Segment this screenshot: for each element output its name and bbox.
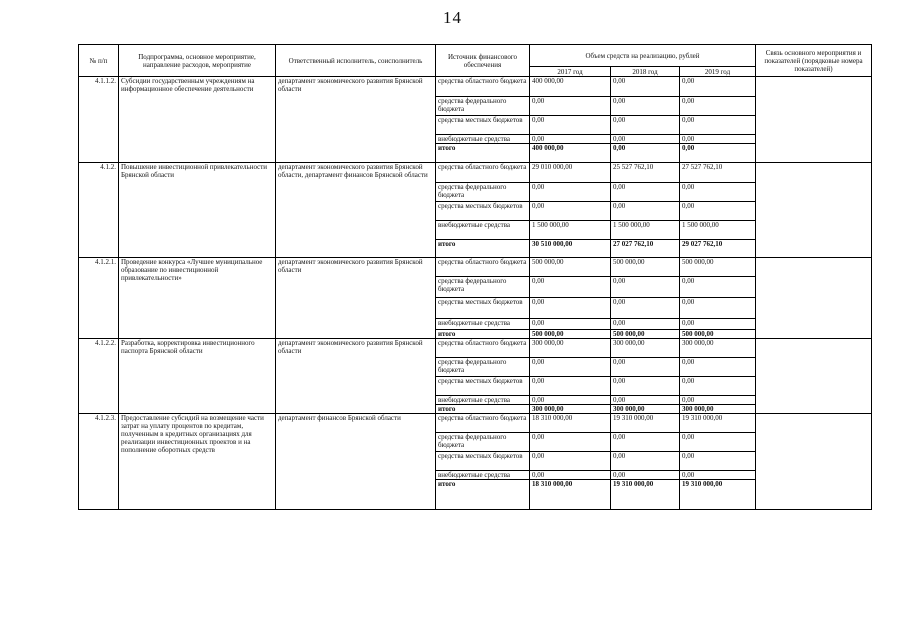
funding-source: средства федерального бюджета — [436, 358, 530, 377]
amount-cell: 0,00 — [611, 452, 680, 471]
amount-cell: 400 000,00 — [530, 144, 611, 163]
amount-cell: 0,00 — [611, 202, 680, 221]
indicator-link-cell — [756, 258, 872, 339]
amount-cell: 19 310 000,00 — [680, 480, 756, 510]
item-program: Проведение конкурса «Лучшее муниципальное образование по инвестиционной привлекательности» — [119, 258, 276, 339]
amount-cell: 0,00 — [530, 452, 611, 471]
item-program: Субсидии государственным учреждениям на информационное обеспечение деятельности — [119, 77, 276, 163]
table-row — [79, 339, 872, 358]
funding-source: итого — [436, 480, 530, 510]
amount-cell: 0,00 — [530, 377, 611, 396]
amount-cell: 0,00 — [611, 298, 680, 319]
amount-cell: 500 000,00 — [611, 330, 680, 339]
item-program: Повышение инвестиционной привлекательности Брянской области — [119, 163, 276, 258]
funding-source: внебюджетные средства — [436, 135, 530, 144]
amount-cell: 300 000,00 — [680, 405, 756, 414]
amount-cell: 19 310 000,00 — [611, 480, 680, 510]
amount-cell: 0,00 — [680, 433, 756, 452]
amount-cell: 18 310 000,00 — [530, 480, 611, 510]
amount-cell: 0,00 — [611, 277, 680, 298]
amount-cell: 29 027 762,10 — [680, 240, 756, 258]
header-year-2018: 2018 год — [611, 67, 680, 77]
item-program: Разработка, корректировка инвестиционного паспорта Брянской области — [119, 339, 276, 414]
amount-cell: 0,00 — [530, 358, 611, 377]
item-executor: департамент экономического развития Брянской области — [276, 258, 436, 339]
item-number: 4.1.2. — [79, 163, 119, 258]
amount-cell: 25 527 762,10 — [611, 163, 680, 183]
amount-cell: 0,00 — [530, 396, 611, 405]
amount-cell: 0,00 — [680, 319, 756, 330]
funding-source: средства федерального бюджета — [436, 183, 530, 202]
amount-cell: 0,00 — [530, 116, 611, 135]
funding-source: итого — [436, 144, 530, 163]
amount-cell: 0,00 — [530, 298, 611, 319]
header-year-2017: 2017 год — [530, 67, 611, 77]
amount-cell: 0,00 — [530, 319, 611, 330]
amount-cell: 19 310 000,00 — [680, 414, 756, 433]
item-number: 4.1.2.3. — [79, 414, 119, 510]
amount-cell: 0,00 — [680, 358, 756, 377]
funding-source: средства областного бюджета — [436, 77, 530, 97]
indicator-link-cell — [756, 414, 872, 510]
amount-cell: 19 310 000,00 — [611, 414, 680, 433]
amount-cell: 0,00 — [530, 471, 611, 480]
amount-cell: 0,00 — [611, 183, 680, 202]
header-source: Источник финансового обеспечения — [436, 45, 530, 77]
funding-source: средства местных бюджетов — [436, 377, 530, 396]
amount-cell: 0,00 — [680, 471, 756, 480]
amount-cell: 0,00 — [611, 471, 680, 480]
amount-cell: 500 000,00 — [680, 258, 756, 277]
amount-cell: 0,00 — [680, 452, 756, 471]
amount-cell: 0,00 — [611, 358, 680, 377]
amount-cell: 300 000,00 — [680, 339, 756, 358]
funding-source: внебюджетные средства — [436, 319, 530, 330]
amount-cell: 0,00 — [611, 319, 680, 330]
table-row — [79, 163, 872, 183]
amount-cell: 1 500 000,00 — [680, 221, 756, 240]
amount-cell: 1 500 000,00 — [530, 221, 611, 240]
amount-cell: 0,00 — [680, 202, 756, 221]
item-executor: департамент экономического развития Брянской области, департамент финансов Брянской области — [276, 163, 436, 258]
funding-source: средства областного бюджета — [436, 258, 530, 277]
amount-cell: 0,00 — [680, 377, 756, 396]
funding-source: средства федерального бюджета — [436, 97, 530, 116]
amount-cell: 500 000,00 — [611, 258, 680, 277]
amount-cell: 30 510 000,00 — [530, 240, 611, 258]
header-year-2019: 2019 год — [680, 67, 756, 77]
funding-source: итого — [436, 240, 530, 258]
funding-source: внебюджетные средства — [436, 471, 530, 480]
amount-cell: 500 000,00 — [680, 330, 756, 339]
amount-cell: 0,00 — [530, 202, 611, 221]
item-executor: департамент экономического развития Брянской области — [276, 77, 436, 163]
amount-cell: 0,00 — [680, 116, 756, 135]
indicator-link-cell — [756, 163, 872, 258]
funding-source: средства местных бюджетов — [436, 202, 530, 221]
indicator-link-cell — [756, 339, 872, 414]
amount-cell: 0,00 — [680, 396, 756, 405]
amount-cell: 300 000,00 — [611, 405, 680, 414]
amount-cell: 500 000,00 — [530, 330, 611, 339]
header-program: Подпрограмма, основное мероприятие, направление расходов, мероприятие — [119, 45, 276, 77]
amount-cell: 0,00 — [611, 144, 680, 163]
item-executor: департамент финансов Брянской области — [276, 414, 436, 510]
amount-cell: 27 027 762,10 — [611, 240, 680, 258]
table-row — [79, 77, 872, 97]
table-body — [79, 77, 872, 510]
amount-cell: 0,00 — [530, 183, 611, 202]
amount-cell: 29 010 000,00 — [530, 163, 611, 183]
budget-table — [78, 44, 872, 510]
amount-cell: 0,00 — [680, 183, 756, 202]
amount-cell: 0,00 — [611, 377, 680, 396]
table-row — [79, 414, 872, 433]
amount-cell: 0,00 — [680, 144, 756, 163]
funding-source: средства федерального бюджета — [436, 277, 530, 298]
amount-cell: 0,00 — [611, 77, 680, 97]
item-number: 4.1.1.2. — [79, 77, 119, 163]
funding-source: средства областного бюджета — [436, 163, 530, 183]
amount-cell: 0,00 — [680, 135, 756, 144]
item-number: 4.1.2.1. — [79, 258, 119, 339]
funding-source: внебюджетные средства — [436, 396, 530, 405]
funding-source: итого — [436, 330, 530, 339]
amount-cell: 300 000,00 — [530, 339, 611, 358]
funding-source: средства федерального бюджета — [436, 433, 530, 452]
amount-cell: 300 000,00 — [530, 405, 611, 414]
page-number: 14 — [443, 8, 462, 27]
amount-cell: 0,00 — [611, 396, 680, 405]
funding-source: средства областного бюджета — [436, 414, 530, 433]
funding-source: средства местных бюджетов — [436, 298, 530, 319]
amount-cell: 0,00 — [530, 97, 611, 116]
header-executor: Ответственный исполнитель, соисполнитель — [276, 45, 436, 77]
amount-cell: 0,00 — [530, 135, 611, 144]
funding-source: внебюджетные средства — [436, 221, 530, 240]
funding-source: средства местных бюджетов — [436, 116, 530, 135]
amount-cell: 500 000,00 — [530, 258, 611, 277]
funding-source: средства местных бюджетов — [436, 452, 530, 471]
item-number: 4.1.2.2. — [79, 339, 119, 414]
amount-cell: 0,00 — [611, 97, 680, 116]
table-row — [79, 258, 872, 277]
item-executor: департамент экономического развития Брянской области — [276, 339, 436, 414]
funding-source: итого — [436, 405, 530, 414]
amount-cell: 0,00 — [611, 116, 680, 135]
header-link: Связь основного мероприятия и показателей (порядковые номера показателей) — [756, 45, 872, 77]
indicator-link-cell — [756, 77, 872, 163]
amount-cell: 0,00 — [680, 77, 756, 97]
amount-cell: 0,00 — [530, 277, 611, 298]
amount-cell: 0,00 — [611, 433, 680, 452]
amount-cell: 27 527 762,10 — [680, 163, 756, 183]
amount-cell: 18 310 000,00 — [530, 414, 611, 433]
amount-cell: 0,00 — [611, 135, 680, 144]
item-program: Предоставление субсидий на возмещение части затрат на уплату процентов по кредитам, полученным в кредитных организациях для реализации инвестиционных проектов и на пополнение оборотных средств — [119, 414, 276, 510]
funding-source: средства областного бюджета — [436, 339, 530, 358]
amount-cell: 300 000,00 — [611, 339, 680, 358]
amount-cell: 0,00 — [530, 433, 611, 452]
amount-cell: 400 000,00 — [530, 77, 611, 97]
amount-cell: 1 500 000,00 — [611, 221, 680, 240]
amount-cell: 0,00 — [680, 277, 756, 298]
header-amount: Объем средств на реализацию, рублей — [530, 45, 756, 67]
amount-cell: 0,00 — [680, 97, 756, 116]
header-num: № п/п — [79, 45, 119, 77]
amount-cell: 0,00 — [680, 298, 756, 319]
